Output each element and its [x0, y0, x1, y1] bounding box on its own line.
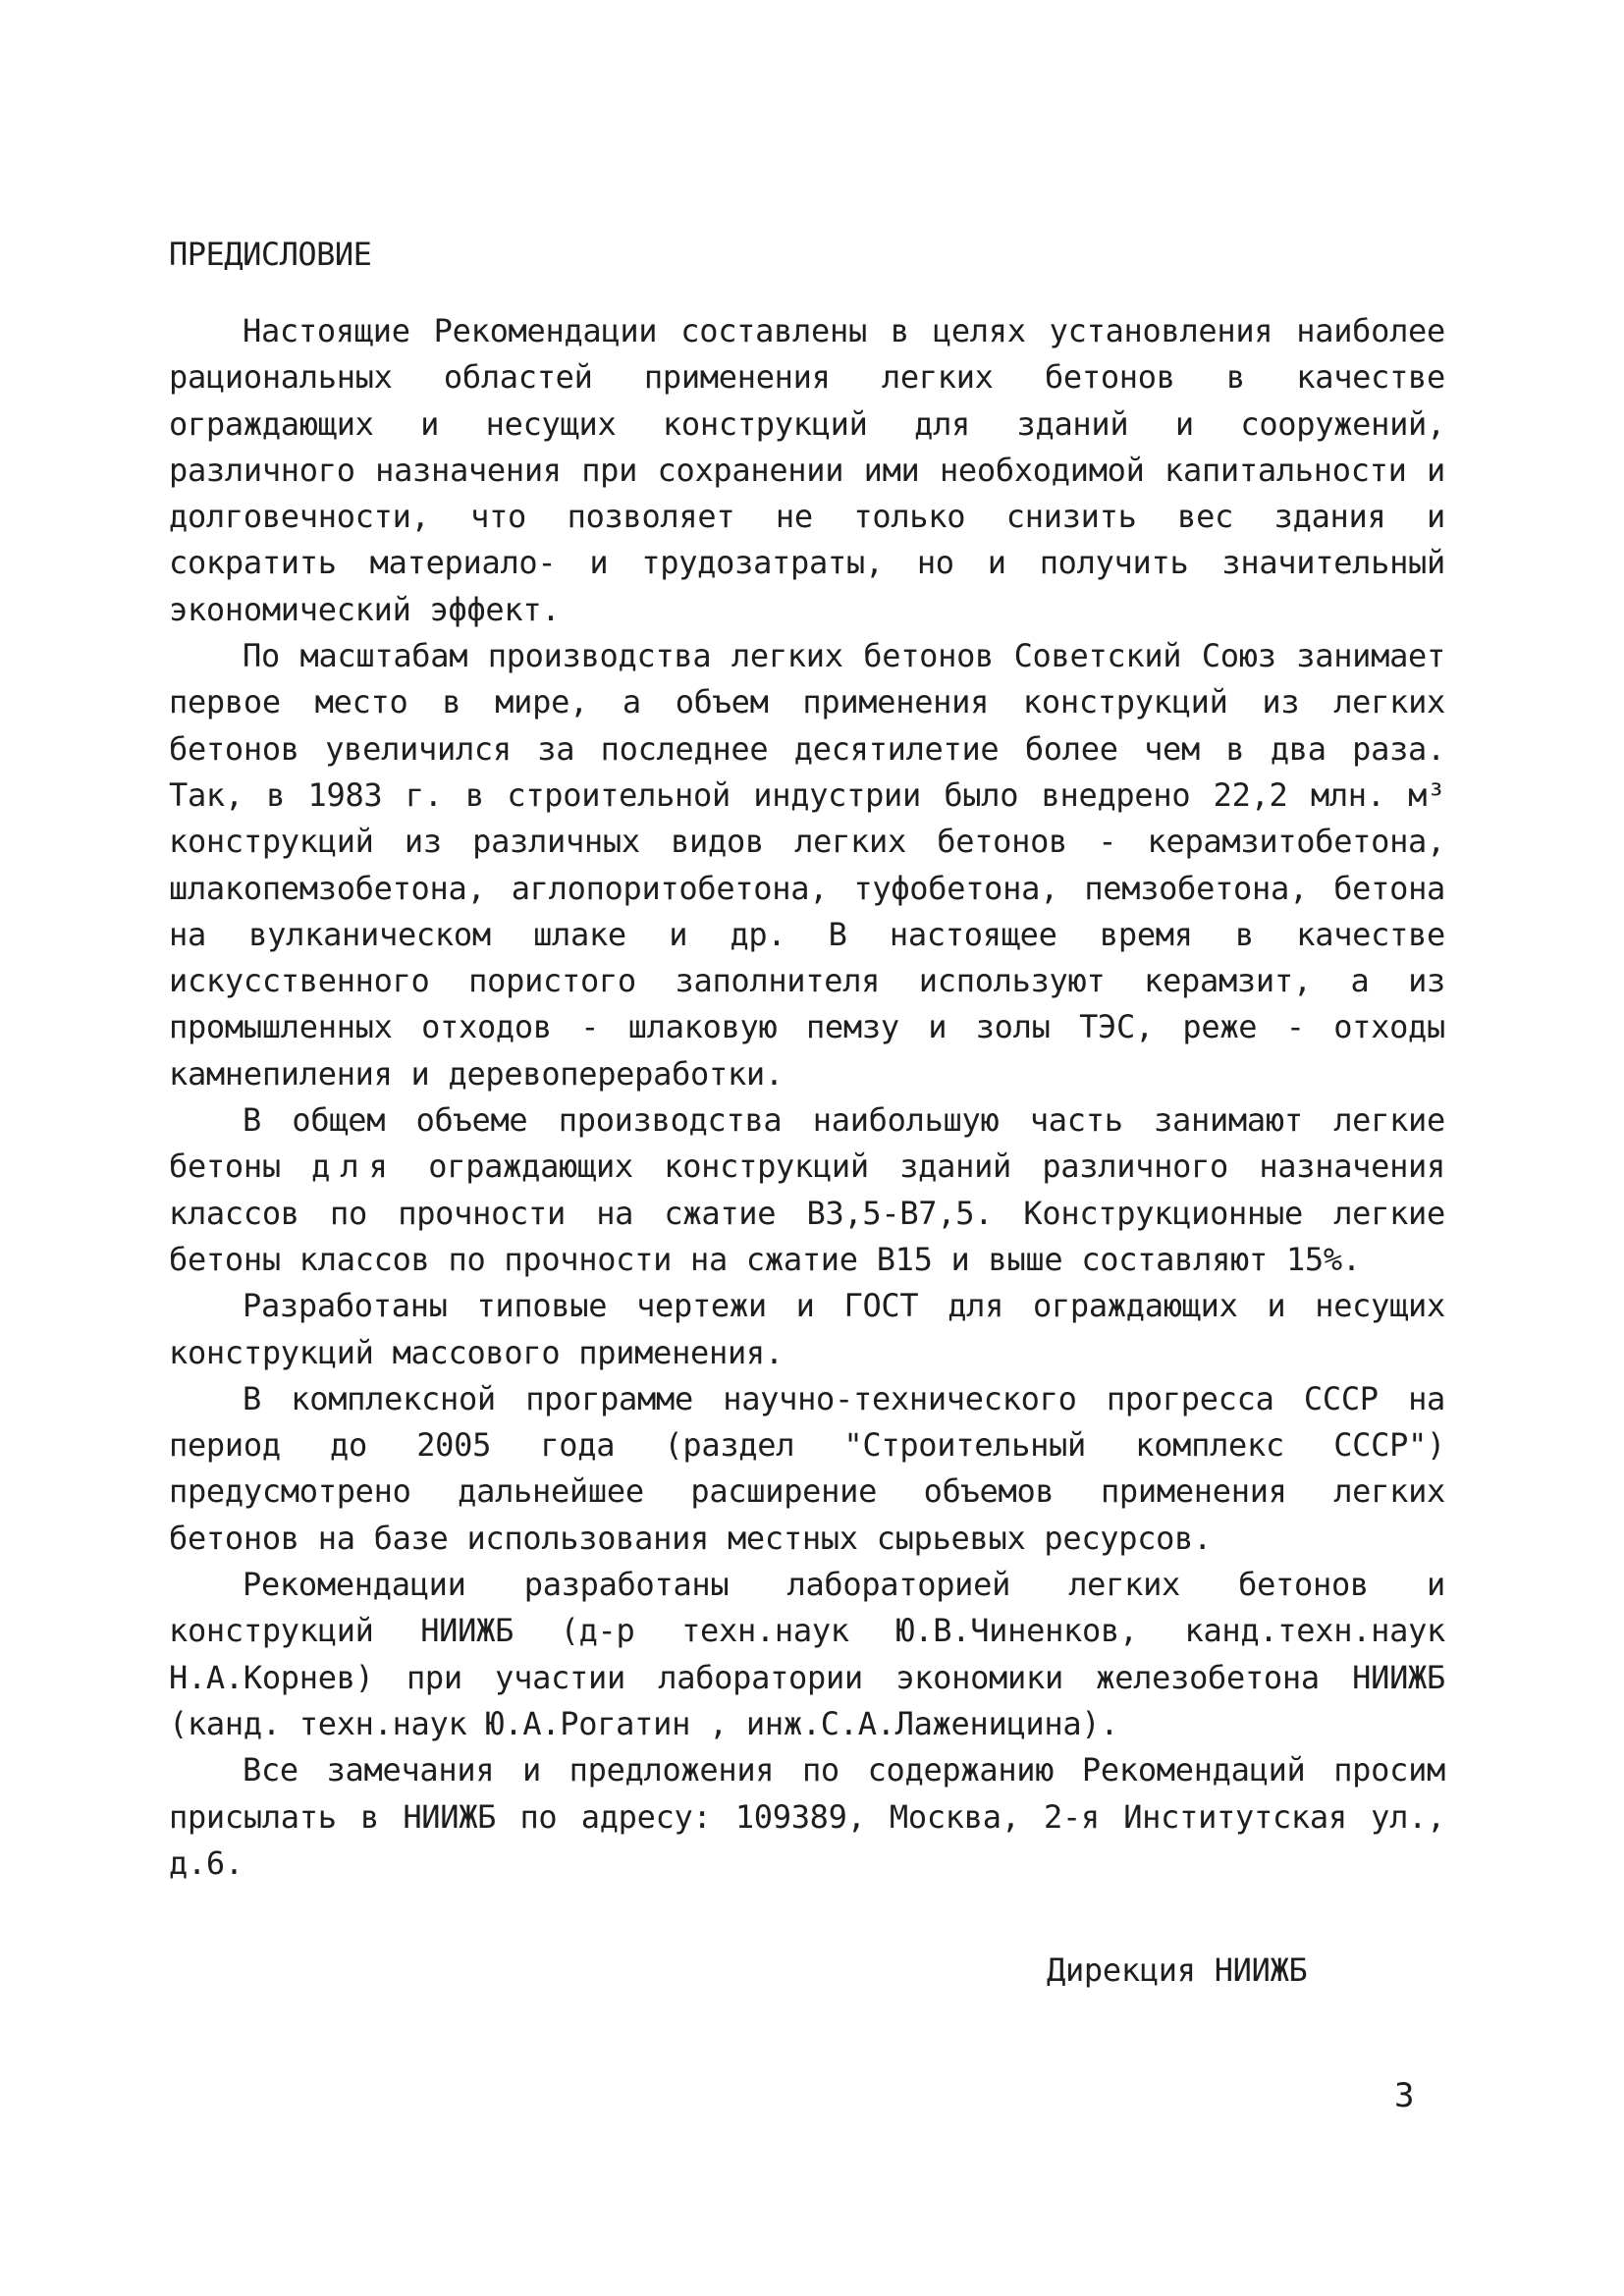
paragraph-contact: Все замечания и предложения по содержанию Рекомендаций просим присылать в НИИЖБ по адресу: 109389, Москва, 2-я Институтская ул., д.6. — [169, 1751, 1445, 1882]
paragraph-text-after: ограждающих конструкций зданий различного назначения классов по прочности на сжатие В3,5-В7,5. Конструкционные легкие бетоны классов по прочности на сжатие В15 и выше составляют 15%. — [169, 1148, 1445, 1278]
paragraph-authors: Рекомендации разработаны лабораторией легких бетонов и конструкций НИИЖБ (д-р техн.наук Ю.В.Чиненков, канд.техн.наук Н.А.Корнев) при участии лаборатории экономики железобетона НИИЖБ (канд. техн.наук Ю.А.Рогатин , инж.С.А.Лаженицина). — [169, 1566, 1445, 1742]
paragraph-text-before: В общем объеме производства наибольшую часть занимают легкие бетоны — [169, 1101, 1445, 1186]
signature: Дирекция НИИЖБ — [1047, 1951, 1308, 1989]
paragraph-production-structure — [169, 1097, 1445, 1283]
spaced-word: для — [311, 1148, 398, 1186]
paragraph-purpose: Настоящие Рекомендации составлены в целях установления наиболее рациональных областей применения легких бетонов в качестве ограждающих и несущих конструкций для зданий и сооружений, различного назначения при сохранении ими необходимой капитальности и долговечности, что позволяет не только снизить вес здания и сократить материало- и трудозатраты, но и получить значительный экономический эффект. — [169, 312, 1445, 628]
paragraph-standards: Разработаны типовые чертежи и ГОСТ для ограждающих и несущих конструкций массового применения. — [169, 1287, 1445, 1371]
paragraph-program: В комплексной программе научно-технического прогресса СССР на период до 2005 года (раздел "Строительный комплекс СССР") предусмотрено дальнейшее расширение объемов применения легких бетонов на базе использования местных сырьевых ресурсов. — [169, 1379, 1445, 1557]
paragraph-production-scale: По масштабам производства легких бетонов Советский Союз занимает первое место в мире, а объем применения конструкций из легких бетонов увеличился за последнее десятилетие более чем в два раза. Так, в 1983 г. в строительной индустрии было внедрено 22,2 млн. м³ конструкций из различных видов легких бетонов - керамзитобетона, шлакопемзобетона, аглопоритобетона, туфобетона, пемзобетона, бетона на вулканическом шлаке и др. В настоящее время в качестве искусственного пористого заполнителя используют керамзит, а из промышленных отходов - шлаковую пемзу и золы ТЭС, реже - отходы камнепиления и деревопереработки. — [169, 637, 1445, 1093]
page-number: 3 — [1394, 2076, 1415, 2115]
preface-body — [169, 308, 1445, 1887]
page-title: ПРЕДИСЛОВИЕ — [169, 236, 372, 273]
